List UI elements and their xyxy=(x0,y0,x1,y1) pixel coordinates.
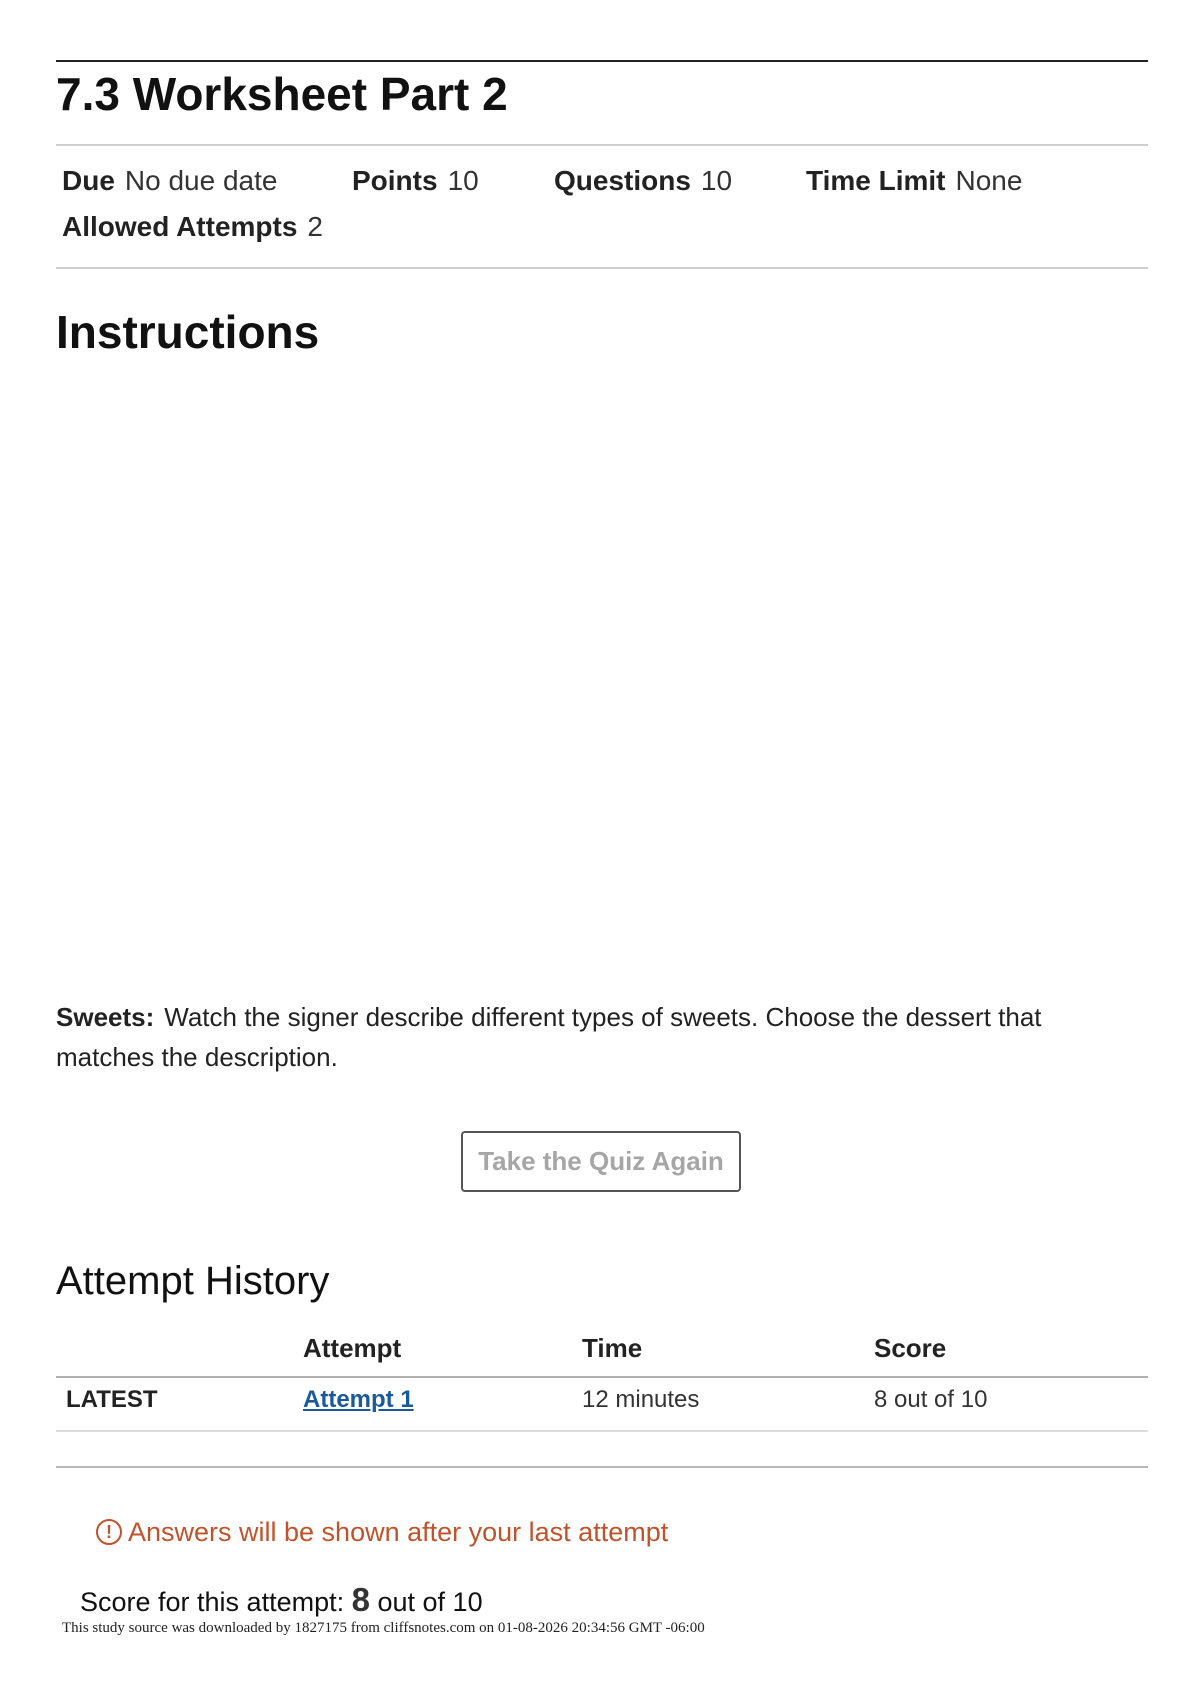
answers-notice-text: Answers will be shown after your last attempt xyxy=(128,1517,669,1547)
download-watermark: This study source was downloaded by 1827175 from cliffsnotes.com on 01-08-2026 20:34:56 GMT -06:00 xyxy=(62,1620,705,1636)
time-limit-value: None xyxy=(955,165,1023,196)
take-quiz-again-button[interactable]: Take the Quiz Again xyxy=(461,1131,741,1192)
time-limit-detail xyxy=(806,163,1022,199)
score-suffix: out of 10 xyxy=(377,1587,483,1617)
column-header-time: Time xyxy=(582,1333,643,1363)
points-detail xyxy=(352,163,479,199)
time-limit-label: Time Limit xyxy=(806,165,946,196)
allowed-attempts-detail xyxy=(62,209,323,245)
instructions-lead: Sweets: xyxy=(56,1002,155,1032)
latest-badge: LATEST xyxy=(66,1386,158,1413)
answers-notice xyxy=(96,1514,668,1550)
quiz-page xyxy=(56,0,1148,1700)
attempt-1-link[interactable]: Attempt 1 xyxy=(303,1386,414,1413)
points-label: Points xyxy=(352,165,438,196)
title-top-divider xyxy=(56,60,1148,62)
submission-divider xyxy=(56,1466,1148,1468)
questions-detail xyxy=(554,163,732,199)
attempt-history-heading: Attempt History xyxy=(56,1259,330,1303)
alert-circle-icon: ! xyxy=(96,1519,122,1545)
score-value: 8 xyxy=(351,1581,370,1618)
points-value: 10 xyxy=(447,165,479,196)
table-header-divider xyxy=(56,1376,1148,1378)
table-row-divider xyxy=(56,1430,1148,1432)
allowed-attempts-label: Allowed Attempts xyxy=(62,211,298,242)
due-value: No due date xyxy=(124,165,278,196)
attempt-cell xyxy=(303,1384,414,1416)
details-top-divider xyxy=(56,144,1148,146)
details-bottom-divider xyxy=(56,267,1148,269)
page-title: 7.3 Worksheet Part 2 xyxy=(56,68,508,120)
questions-label: Questions xyxy=(554,165,691,196)
instructions-text xyxy=(56,997,1136,1077)
due-detail xyxy=(62,163,277,199)
allowed-attempts-value: 2 xyxy=(307,211,323,242)
questions-value: 10 xyxy=(700,165,733,196)
column-header-attempt: Attempt xyxy=(303,1333,402,1363)
score-prefix: Score for this attempt: xyxy=(80,1587,345,1617)
column-header-score: Score xyxy=(874,1333,947,1363)
instructions-heading: Instructions xyxy=(56,306,320,358)
attempt-score xyxy=(80,1581,483,1621)
time-cell: 12 minutes xyxy=(582,1386,700,1413)
score-cell: 8 out of 10 xyxy=(874,1386,988,1413)
due-label: Due xyxy=(62,165,115,196)
instructions-body: Watch the signer describe different types of sweets. Choose the dessert that matches the description. xyxy=(56,1002,1042,1072)
